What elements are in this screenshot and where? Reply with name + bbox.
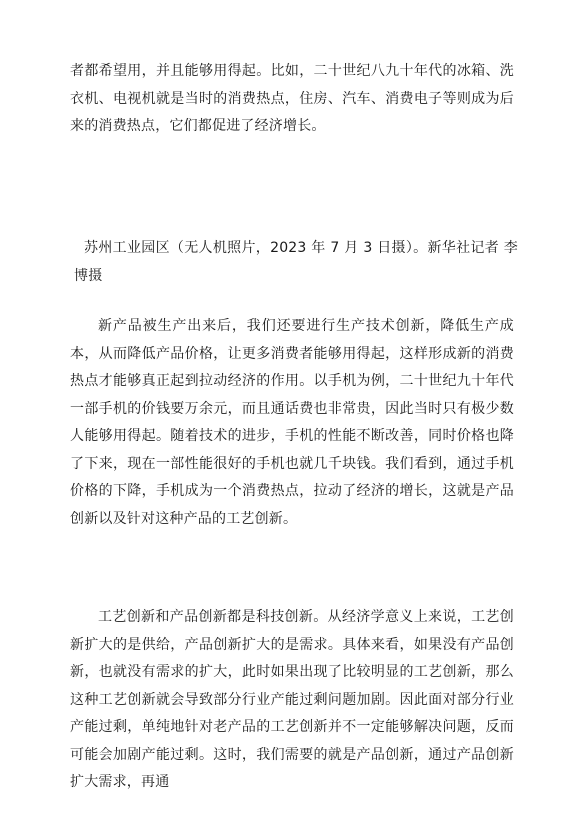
photo-caption: 苏州工业园区（无人机照片，2023 年 7 月 3 日摄）。新华社记者 李博摄	[74, 240, 518, 284]
paragraph-product-innovation: 工艺创新和产品创新都是科技创新。从经济学意义上来说，工艺创新扩大的是供给，产品创新扩大的是需求。具体来看，如果没有产品创新，也就没有需求的扩大，此时如果出现了比较明显的工艺创新，那么这种工艺创新就会导致部分行业产能过剩问题加剧。因此面对部分行业产能过剩，单纯地针对老产品的工艺创新并不一定能够解决问题，反而可能会加剧产能过剩。这时，我们需要的就是产品创新，通过产品创新扩大需求，再通	[70, 609, 514, 790]
paragraph-consumer-hotspots: 者都希望用，并且能够用得起。比如，二十世纪八九十年代的冰箱、洗衣机、电视机就是当时的消费热点，住房、汽车、消费电子等则成为后来的消费热点，它们都促进了经济增长。	[70, 63, 514, 134]
paragraph-process-innovation: 新产品被生产出来后，我们还要进行生产技术创新，降低生产成本，从而降低产品价格，让更多消费者能够用得起，这样形成新的消费热点才能够真正起到拉动经济的作用。以手机为例，二十世纪九十年代一部手机的价钱要万余元，而且通话费也非常贵，因此当时只有极少数人能够用得起。随着技术的进步，手机的性能不断改善，同时价格也降了下来，现在一部性能很好的手机也就几千块钱。我们看到，通过手机价格的下降，手机成为一个消费热点，拉动了经济的增长，这就是产品创新以及针对这种产品的工艺创新。	[70, 318, 514, 527]
